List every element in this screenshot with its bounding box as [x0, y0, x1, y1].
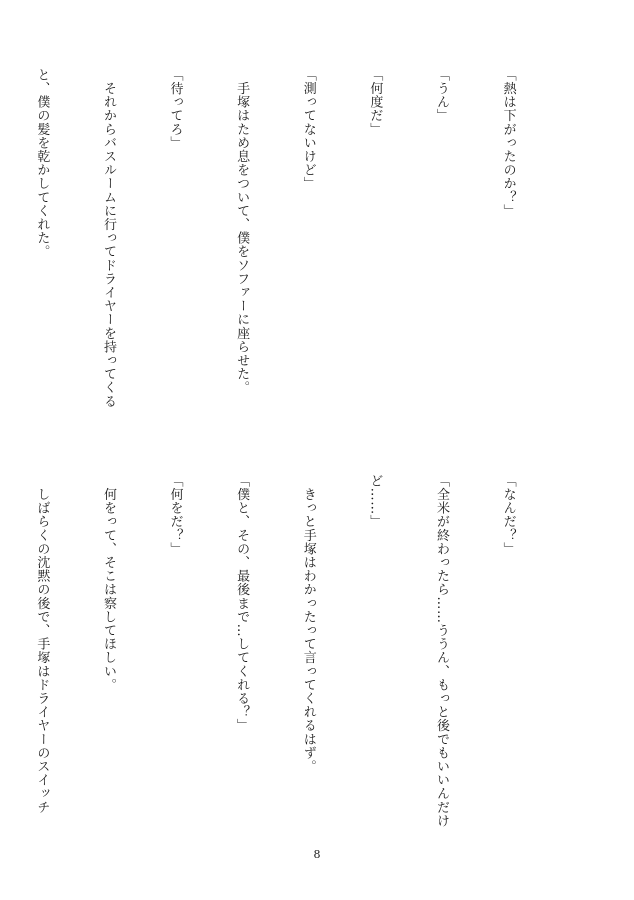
text-line: 「測ってないけど」	[300, 68, 316, 191]
page-number: 8	[313, 848, 321, 861]
text-line: 何をって、そこは察してほしい。	[100, 474, 116, 692]
text-line: きっと手塚はわかったって言ってくれるはず。	[300, 474, 316, 774]
text-line: 「僕と、その、最後まで…してくれる？」	[234, 474, 250, 733]
upper-text-block	[0, 68, 563, 413]
text-line: 「何をだ？」	[167, 474, 183, 556]
text-line: 「待ってろ」	[167, 68, 183, 150]
text-line: それからバスルームに行ってドライヤーを持ってくる	[100, 68, 116, 408]
text-line: しばらくの沈黙の後で、手塚はドライヤーのスイッチ	[34, 474, 50, 814]
lower-text-block	[0, 474, 563, 826]
text-line: ど……」	[367, 474, 383, 529]
text-line: 「何度だ」	[367, 68, 383, 136]
text-line: と、僕の髪を乾かしてくれた。	[34, 68, 50, 259]
text-line: 「うん」	[433, 68, 449, 123]
text-line: 「全米が終わったら……ううん、もっと後でもいいんだけ	[433, 474, 449, 828]
text-line: 「熱は下がったのか？」	[500, 68, 516, 218]
text-line: 手塚はため息をついて、僕をソファーに座らせた。	[234, 68, 250, 395]
text-line: 「なんだ？」	[500, 474, 516, 556]
